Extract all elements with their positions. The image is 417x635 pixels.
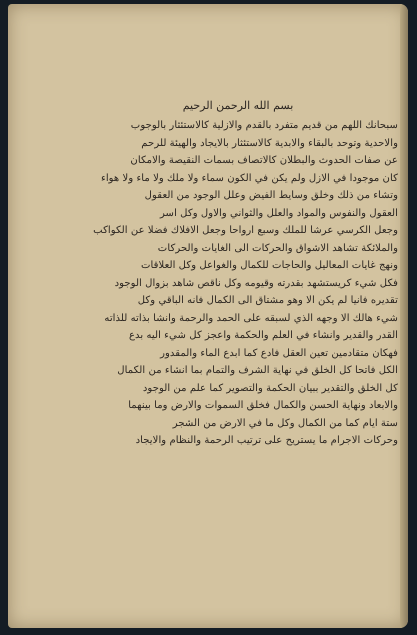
text-line: سبحانك اللهم من قديم متفرد بالقدم والازلية كالاستئثار بالوجوب xyxy=(130,120,398,131)
text-line: وتشاء من ذلك وخلق وسايط الفيض وعلل الوجود من العقول xyxy=(144,190,398,201)
text-line: الكل فاتحا كل الخلق في نهاية الشرف والتمام بما انشاء من الكمال xyxy=(117,365,398,376)
manuscript-text xyxy=(78,97,398,450)
text-line: والاحدية وتوحد بالبقاء والابدية كالاستئثار بالايجاد والهيئة للرحم xyxy=(141,137,398,149)
text-line: كل الخلق والتقدير ببيان الحكمة والتصوير كما علم من الوجود xyxy=(142,382,398,394)
text-line: القدر والقدير وانشاء في العلم والحكمة واعجز كل شيء اليه بدع xyxy=(128,330,398,341)
text-line: والابعاد ونهاية الحسن والكمال فخلق السموات والارض وما بينهما xyxy=(128,400,398,411)
text-line: شيء هالك الا وجهه الذي لسبقه على الحمد والرحمة وانشا بذاته للذاته xyxy=(104,312,398,324)
basmala-heading: بسم الله الرحمن الرحيم xyxy=(182,99,294,112)
text-line: وحركات الاجرام ما يستريح على ترتيب الرحمة والنظام والايجاد xyxy=(135,435,398,446)
text-line: وجعل الكرسي عرشا للملك وسبع ارواحا وجعل الافلاك فضلا عن الكواكب xyxy=(93,225,398,236)
text-line: ستة ايام كما من الكمال وكل ما في الارض من الشجر xyxy=(172,417,398,429)
manuscript-page xyxy=(8,4,408,628)
text-line: تقديره فانيا لم يكن الا وهو مشتاق الى الكمال فانه الباقي وكل xyxy=(137,295,398,306)
text-line: فكل شيء كريستشهد بقدرته وقيومه وكل ناقص شاهد بزوال الوجود xyxy=(114,277,398,289)
text-line: كان موجودا في الازل ولم يكن في الكون سماء ولا ملك ولا ماء ولا هواء xyxy=(101,172,398,184)
text-line: العقول والنفوس والمواد والعلل والثواني والاول وكل اسر xyxy=(159,207,398,219)
text-line: فهكان متقادمين تعين العقل فادع كما ابدع الماء والمقدور xyxy=(160,347,398,359)
text-line: والملائكة تشاهد الاشواق والحركات الى الغايات والحركات xyxy=(157,242,398,254)
page-edge xyxy=(400,4,408,628)
text-line: ونهج غايات المعاليل والحاجات للكمال والغواعل وكل العلاقات xyxy=(140,260,398,271)
text-line: عن صفات الحدوث والبطلان كالاتصاف بسمات النقيصة والامكان xyxy=(130,155,398,166)
